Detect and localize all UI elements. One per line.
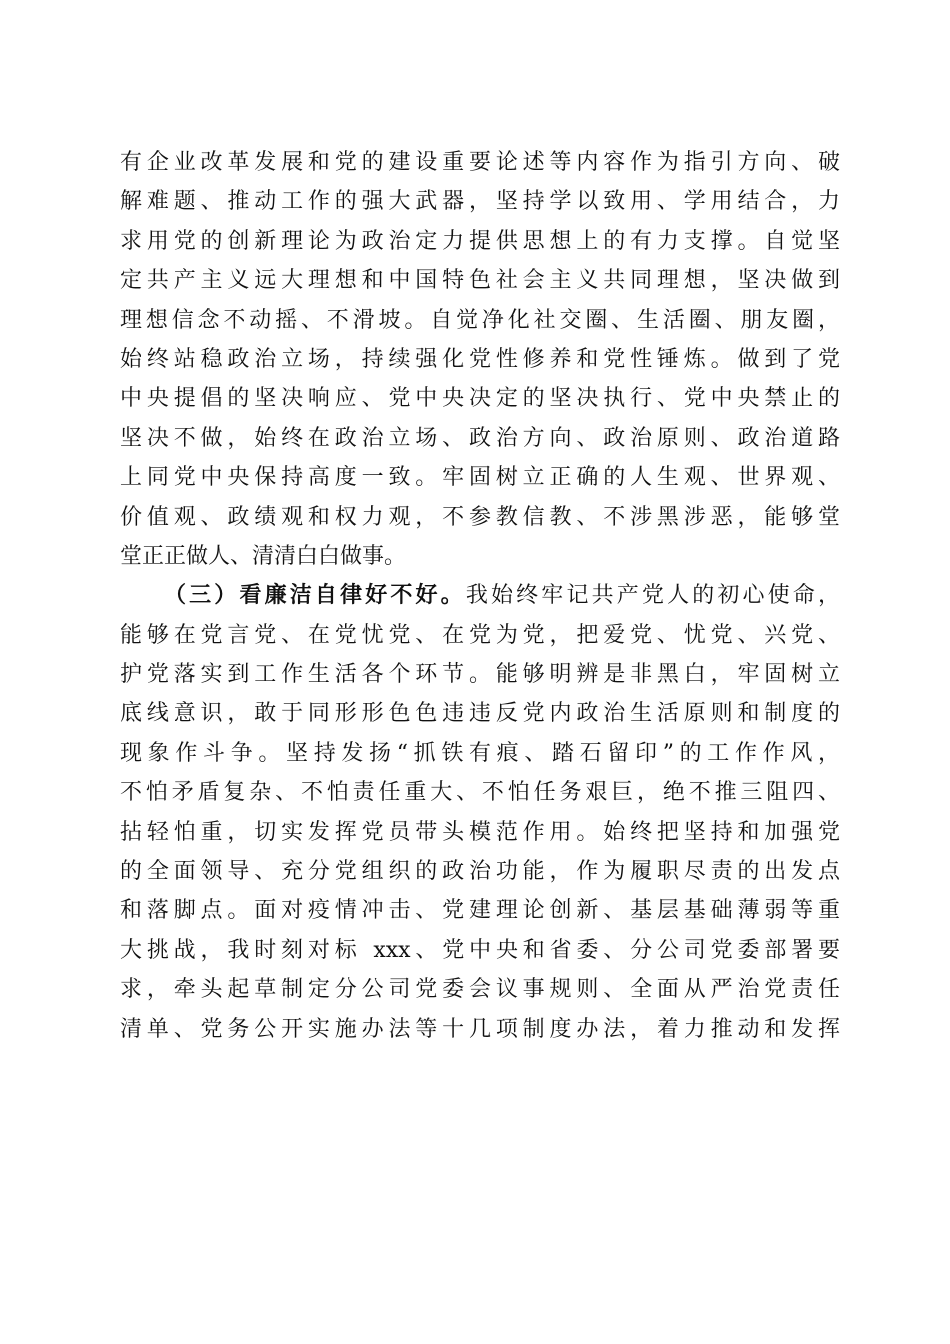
paragraph-2-first-line [120,576,840,615]
paragraph-2-line: 和落脚点。面对疫情冲击、党建理论创新、基层基础薄弱等重 [120,898,840,924]
paragraph-2-line: 大挑战，我时刻对标 xxx、党中央和省委、分公司党委部署要 [120,937,840,963]
paragraph-1-line: 理想信念不动摇、不滑坡。自觉净化社交圈、生活圈、朋友圈， [120,307,840,333]
paragraph-1-line: 上同党中央保持高度一致。牢固树立正确的人生观、世界观、 [120,465,840,491]
paragraph-2-line: 护党落实到工作生活各个环节。能够明辨是非黑白，牢固树立 [120,662,840,688]
paragraph-1-line: 有企业改革发展和党的建设重要论述等内容作为指引方向、破 [120,150,840,175]
paragraph-1-line: 求用党的创新理论为政治定力提供思想上的有力支撑。自觉坚 [120,228,840,254]
paragraph-2-line: 底线意识，敢于同形形色色违违反党内政治生活原则和制度的 [120,701,840,727]
paragraph-2-line: 求，牵头起草制定分公司党委会议事规则、全面从严治党责任 [120,977,840,1003]
paragraph-1-line: 中央提倡的坚决响应、党中央决定的坚决执行、党中央禁止的 [120,386,840,412]
paragraph-1-line: 定共产主义远大理想和中国特色社会主义共同理想，坚决做到 [120,268,840,294]
paragraph-2-line: 的全面领导、充分党组织的政治功能，作为履职尽责的出发点 [120,859,840,885]
body-text [120,143,840,1049]
paragraph-2-line: 现象作斗争。坚持发扬“抓铁有痕、踏石留印”的工作作风， [120,740,840,766]
paragraph-2-line: 能够在党言党、在党忧党、在党为党，把爱党、忧党、兴党、 [120,622,840,648]
paragraph-2-first-line-text: 我始终牢记共产党人的初心使命， [465,583,840,609]
paragraph-1-line: 价值观、政绩观和权力观，不参教信教、不涉黑涉恶，能够堂 [120,504,840,530]
paragraph-2-line: 不怕矛盾复杂、不怕责任重大、不怕任务艰巨，绝不推三阻四、 [120,780,840,806]
paragraph-2-line: 清单、党务公开实施办法等十几项制度办法，着力推动和发挥 [120,1016,840,1042]
paragraph-1-line: 解难题、推动工作的强大武器，坚持学以致用、学用结合，力 [120,189,840,215]
section-heading: （三）看廉洁自律好不好。 [164,582,466,609]
paragraph-1-line: 堂正正做人、清清白白做事。 [120,543,407,569]
paragraph-1-line: 始终站稳政治立场，持续强化党性修养和党性锤炼。做到了党 [120,346,840,372]
paragraph-1-line: 坚决不做，始终在政治立场、政治方向、政治原则、政治道路 [120,425,840,451]
paragraph-2-line: 拈轻怕重，切实发挥党员带头模范作用。始终把坚持和加强党 [120,819,840,845]
